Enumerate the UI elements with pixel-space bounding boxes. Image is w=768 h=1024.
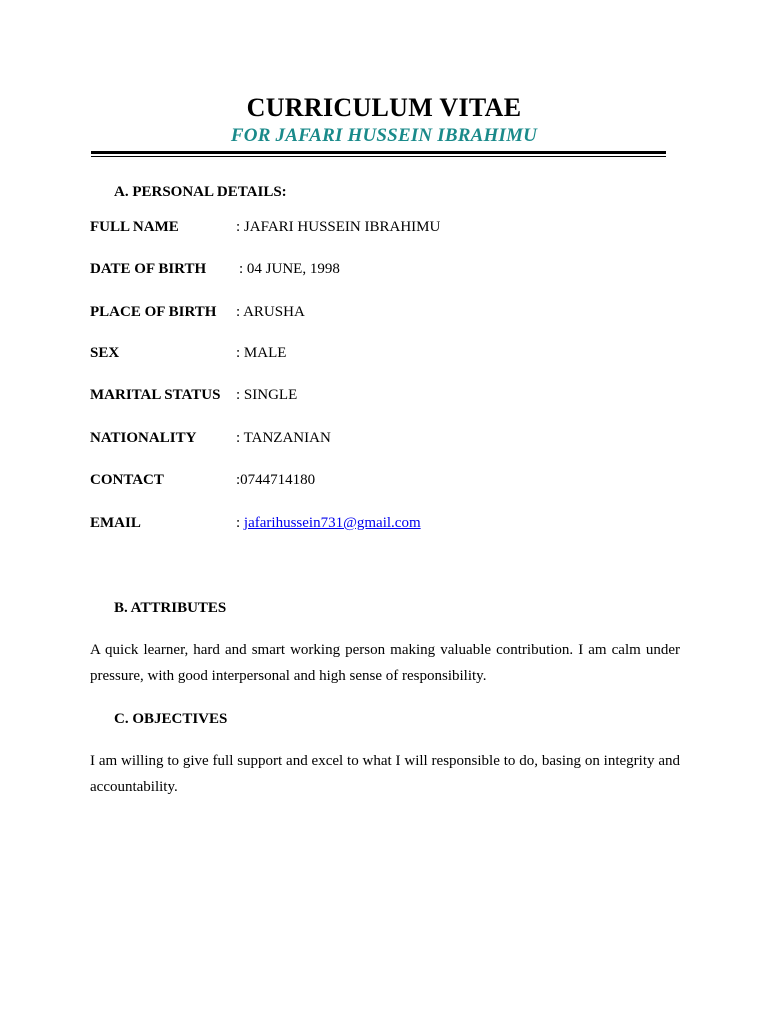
field-label-marital-status: MARITAL STATUS (90, 387, 221, 403)
field-value-email (236, 514, 421, 532)
full-name-value: JAFARI HUSSEIN IBRAHIMU (243, 219, 441, 235)
field-value-place-of-birth (236, 303, 305, 321)
field-sep: : (236, 219, 244, 235)
field-value-full-name (236, 218, 440, 236)
field-value-contact (236, 471, 315, 489)
field-sep: : (236, 345, 244, 361)
contact-value: 0744714180 (240, 472, 316, 488)
sex-value: MALE (243, 345, 287, 361)
field-sep: : (236, 304, 244, 320)
field-label-nationality: NATIONALITY (90, 430, 197, 446)
objectives-text: I am willing to give full support and excel to what I will responsible to do, basing on integrity and accountability. (90, 753, 680, 795)
field-sep: : (236, 472, 241, 488)
place-of-birth-value: ARUSHA (243, 304, 305, 320)
attributes-text: A quick learner, hard and smart working person making valuable contribution. I am calm under pressure, with good interpersonal and high sense of responsibility. (90, 642, 680, 684)
field-label-email: EMAIL (90, 515, 141, 531)
field-label-contact: CONTACT (90, 472, 164, 488)
nationality-value: TANZANIAN (243, 430, 331, 446)
section-heading-objectives: C. OBJECTIVES (114, 711, 228, 727)
date-of-birth-value: 04 JUNE, 1998 (246, 261, 340, 277)
field-value-date-of-birth (239, 260, 340, 278)
field-sep: : (236, 430, 244, 446)
section-heading-personal: A. PERSONAL DETAILS: (114, 184, 287, 200)
field-label-place-of-birth: PLACE OF BIRTH (90, 304, 217, 320)
field-label-full-name: FULL NAME (90, 219, 179, 235)
field-sep: : (236, 515, 244, 531)
field-sep: : (239, 261, 247, 277)
page-subtitle: FOR JAFARI HUSSEIN IBRAHIMU (230, 125, 538, 146)
email-link[interactable]: jafarihussein731@gmail.com (243, 515, 421, 531)
field-sep: : (236, 387, 244, 403)
field-value-marital-status (236, 386, 297, 404)
field-label-sex: SEX (90, 345, 120, 361)
header-rule-thin (91, 156, 666, 157)
section-heading-attributes: B. ATTRIBUTES (114, 600, 227, 616)
marital-status-value: SINGLE (243, 387, 298, 403)
field-value-nationality (236, 429, 331, 447)
header-rule-thick (91, 151, 666, 154)
field-label-date-of-birth: DATE OF BIRTH (90, 261, 207, 277)
page-title: CURRICULUM VITAE (246, 93, 522, 122)
field-value-sex (236, 344, 286, 362)
